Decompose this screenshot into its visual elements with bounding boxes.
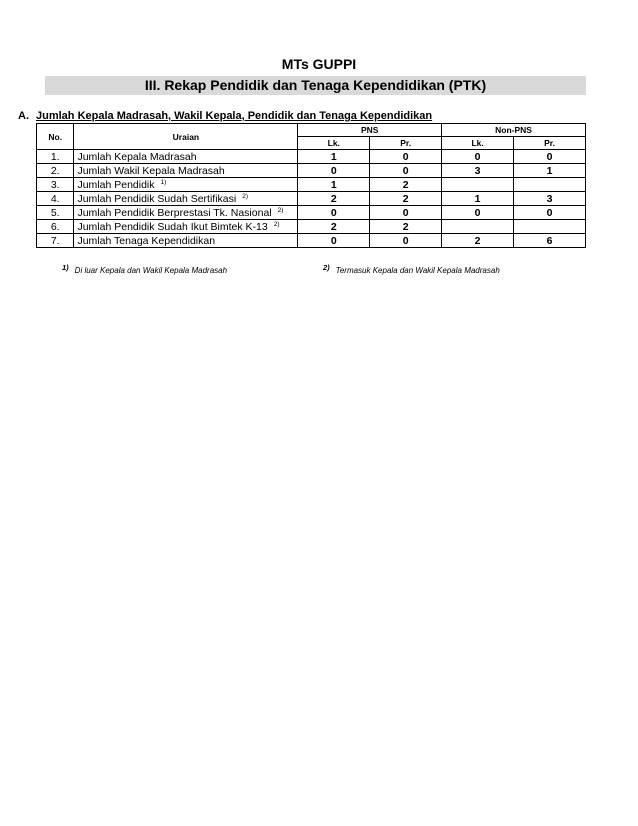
cell-non-pns-lk: 0 bbox=[442, 150, 514, 164]
group-header-pns: PNS bbox=[298, 124, 442, 137]
cell-non-pns-lk: 3 bbox=[442, 164, 514, 178]
row-number: 6. bbox=[37, 220, 74, 234]
footnote-1-text: Di luar Kepala dan Wakil Kepala Madrasah bbox=[74, 266, 228, 275]
footnote-2-text: Termasuk Kepala dan Wakil Kepala Madrasah bbox=[335, 266, 500, 275]
cell-non-pns-pr: 0 bbox=[514, 150, 586, 164]
section-heading-text: Jumlah Kepala Madrasah, Wakil Kepala, Pendidik dan Tenaga Kependidikan bbox=[36, 110, 433, 122]
cell-pns-pr: 2 bbox=[370, 192, 442, 206]
row-description bbox=[74, 206, 298, 220]
footnote-reference: 1) bbox=[160, 178, 167, 186]
row-number: 5. bbox=[37, 206, 74, 220]
footnote-2 bbox=[323, 263, 500, 275]
cell-pns-pr: 2 bbox=[370, 220, 442, 234]
cell-pns-pr: 0 bbox=[370, 206, 442, 220]
row-description-text: Jumlah Tenaga Kependidikan bbox=[77, 234, 216, 247]
row-description-text: Jumlah Pendidik Sudah Sertifikasi bbox=[77, 192, 237, 205]
cell-non-pns-pr: 1 bbox=[514, 164, 586, 178]
section-subtitle-bar: III. Rekap Pendidik dan Tenaga Kependidikan (PTK) bbox=[45, 76, 586, 95]
row-number: 4. bbox=[37, 192, 74, 206]
row-description-text: Jumlah Pendidik Sudah Ikut Bimtek K-13 bbox=[77, 220, 268, 233]
footnote-reference: 2) bbox=[273, 220, 280, 228]
row-number: 3. bbox=[37, 178, 74, 192]
sub-header-pns-lk: Lk. bbox=[298, 137, 370, 150]
col-header-no: No. bbox=[37, 124, 74, 150]
footnote-reference: 2) bbox=[242, 192, 249, 200]
ptk-summary-table bbox=[36, 123, 586, 248]
row-description bbox=[74, 178, 298, 192]
cell-non-pns-lk bbox=[442, 178, 514, 192]
row-description-text: Jumlah Kepala Madrasah bbox=[77, 150, 197, 163]
table-row bbox=[37, 206, 586, 220]
table-row bbox=[37, 178, 586, 192]
cell-pns-lk: 1 bbox=[298, 150, 370, 164]
row-number: 1. bbox=[37, 150, 74, 164]
table-row bbox=[37, 164, 586, 178]
row-description bbox=[74, 164, 298, 178]
row-description-text: Jumlah Wakil Kepala Madrasah bbox=[77, 164, 225, 177]
document-title: MTs GUPPI bbox=[281, 56, 357, 72]
cell-pns-lk: 2 bbox=[298, 220, 370, 234]
table-row bbox=[37, 150, 586, 164]
sub-header-non-pns-lk: Lk. bbox=[442, 137, 514, 150]
cell-pns-lk: 0 bbox=[298, 234, 370, 248]
cell-non-pns-lk: 1 bbox=[442, 192, 514, 206]
cell-pns-pr: 0 bbox=[370, 234, 442, 248]
group-header-non-pns: Non-PNS bbox=[442, 124, 586, 137]
table-row bbox=[37, 192, 586, 206]
cell-non-pns-pr bbox=[514, 220, 586, 234]
footnote-2-mark: 2) bbox=[323, 263, 330, 272]
table-body bbox=[37, 150, 586, 248]
row-description-text: Jumlah Pendidik Berprestasi Tk. Nasional bbox=[77, 206, 272, 219]
cell-non-pns-pr: 0 bbox=[514, 206, 586, 220]
cell-non-pns-pr: 3 bbox=[514, 192, 586, 206]
cell-pns-pr: 0 bbox=[370, 150, 442, 164]
cell-pns-pr: 0 bbox=[370, 164, 442, 178]
cell-pns-lk: 2 bbox=[298, 192, 370, 206]
row-description bbox=[74, 150, 298, 164]
row-description-text: Jumlah Pendidik bbox=[77, 178, 155, 191]
cell-non-pns-pr bbox=[514, 178, 586, 192]
col-header-uraian: Uraian bbox=[74, 124, 298, 150]
sub-header-pns-pr: Pr. bbox=[370, 137, 442, 150]
footnote-reference: 2) bbox=[277, 206, 284, 214]
cell-non-pns-lk: 2 bbox=[442, 234, 514, 248]
cell-pns-lk: 0 bbox=[298, 164, 370, 178]
section-letter: A. bbox=[18, 110, 29, 122]
cell-non-pns-lk: 0 bbox=[442, 206, 514, 220]
row-description bbox=[74, 192, 298, 206]
cell-pns-lk: 0 bbox=[298, 206, 370, 220]
cell-non-pns-lk bbox=[442, 220, 514, 234]
sub-header-non-pns-pr: Pr. bbox=[514, 137, 586, 150]
row-number: 7. bbox=[37, 234, 74, 248]
table-row bbox=[37, 234, 586, 248]
row-number: 2. bbox=[37, 164, 74, 178]
cell-pns-lk: 1 bbox=[298, 178, 370, 192]
footnote-1 bbox=[62, 263, 227, 275]
section-heading bbox=[18, 110, 432, 122]
row-description bbox=[74, 220, 298, 234]
cell-pns-pr: 2 bbox=[370, 178, 442, 192]
footnote-1-mark: 1) bbox=[62, 263, 69, 272]
cell-non-pns-pr: 6 bbox=[514, 234, 586, 248]
table-row bbox=[37, 220, 586, 234]
row-description bbox=[74, 234, 298, 248]
